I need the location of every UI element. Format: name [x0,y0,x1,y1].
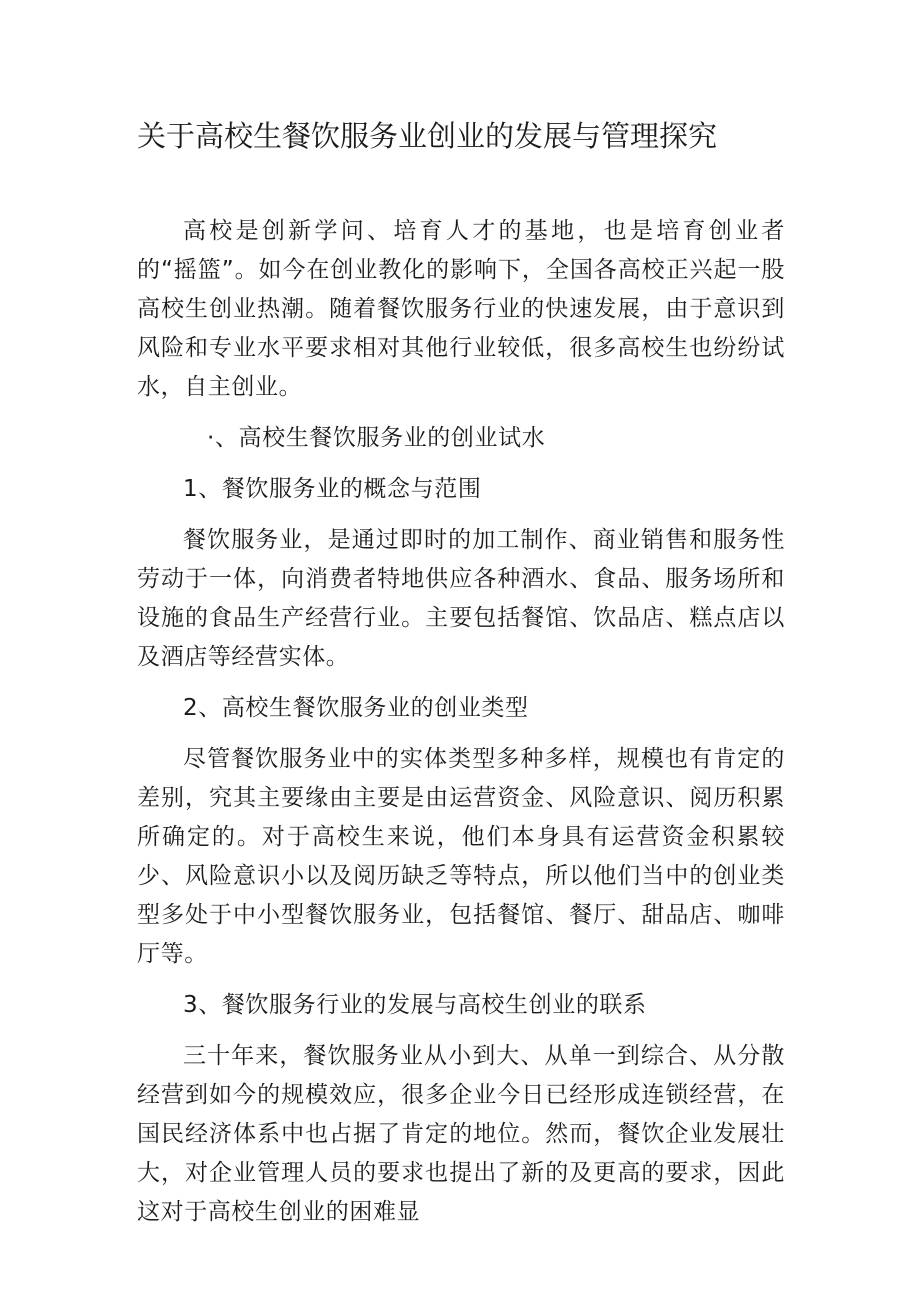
spacer [137,407,785,419]
intro-paragraph: 高校是创新学问、培育人才的基地，也是培育创业者的“摇篮”。如今在创业教化的影响下，全国各高校正兴起一股高校生创业热潮。随着餐饮服务行业的快速发展，由于意识到风险和专业水平要求相对其他行业较低，很多高校生也纷纷试水，自主创业。 [137,218,785,400]
spacer [137,509,785,521]
subsection-heading-3: 3、餐饮服务行业的发展与高校生创业的联系 [183,992,647,1018]
spacer [137,974,785,986]
subsection-1-paragraph: 餐饮服务业，是通过即时的加工制作、商业销售和服务性劳动于一体，向消费者特地供应各种酒水、食品、服务场所和设施的食品生产经营行业。主要包括餐馆、饮品店、糕点店以及酒店等经营实体。 [137,527,785,670]
spacer [137,1025,785,1037]
subsection-heading-2: 2、高校生餐饮服务业的创业类型 [183,695,529,721]
section-heading-1: ·、高校生餐饮服务业的创业试水 [207,425,546,451]
subsection-heading-1: 1、餐饮服务业的概念与范围 [183,476,482,502]
spacer [137,677,785,689]
spacer [137,458,785,470]
document-title: 关于高校生餐饮服务业创业的发展与管理探究 [137,119,718,153]
document-body [137,212,785,1232]
subsection-2-paragraph: 尽管餐饮服务业中的实体类型多种多样，规模也有肯定的差别，究其主要缘由主要是由运营资金、风险意识、阅历积累所确定的。对于高校生来说，他们本身具有运营资金积累较少、风险意识小以及阅历缺乏等特点，所以他们当中的创业类型多处于中小型餐饮服务业，包括餐馆、餐厅、甜品店、咖啡厅等。 [137,746,785,967]
spacer [137,728,785,740]
subsection-3-paragraph: 三十年来，餐饮服务业从小到大、从单一到综合、从分散经营到如今的规模效应，很多企业今日已经形成连锁经营，在国民经济体系中也占据了肯定的地位。然而，餐饮企业发展壮大，对企业管理人员的要求也提出了新的及更高的要求，因此这对于高校生创业的困难显 [137,1043,785,1225]
